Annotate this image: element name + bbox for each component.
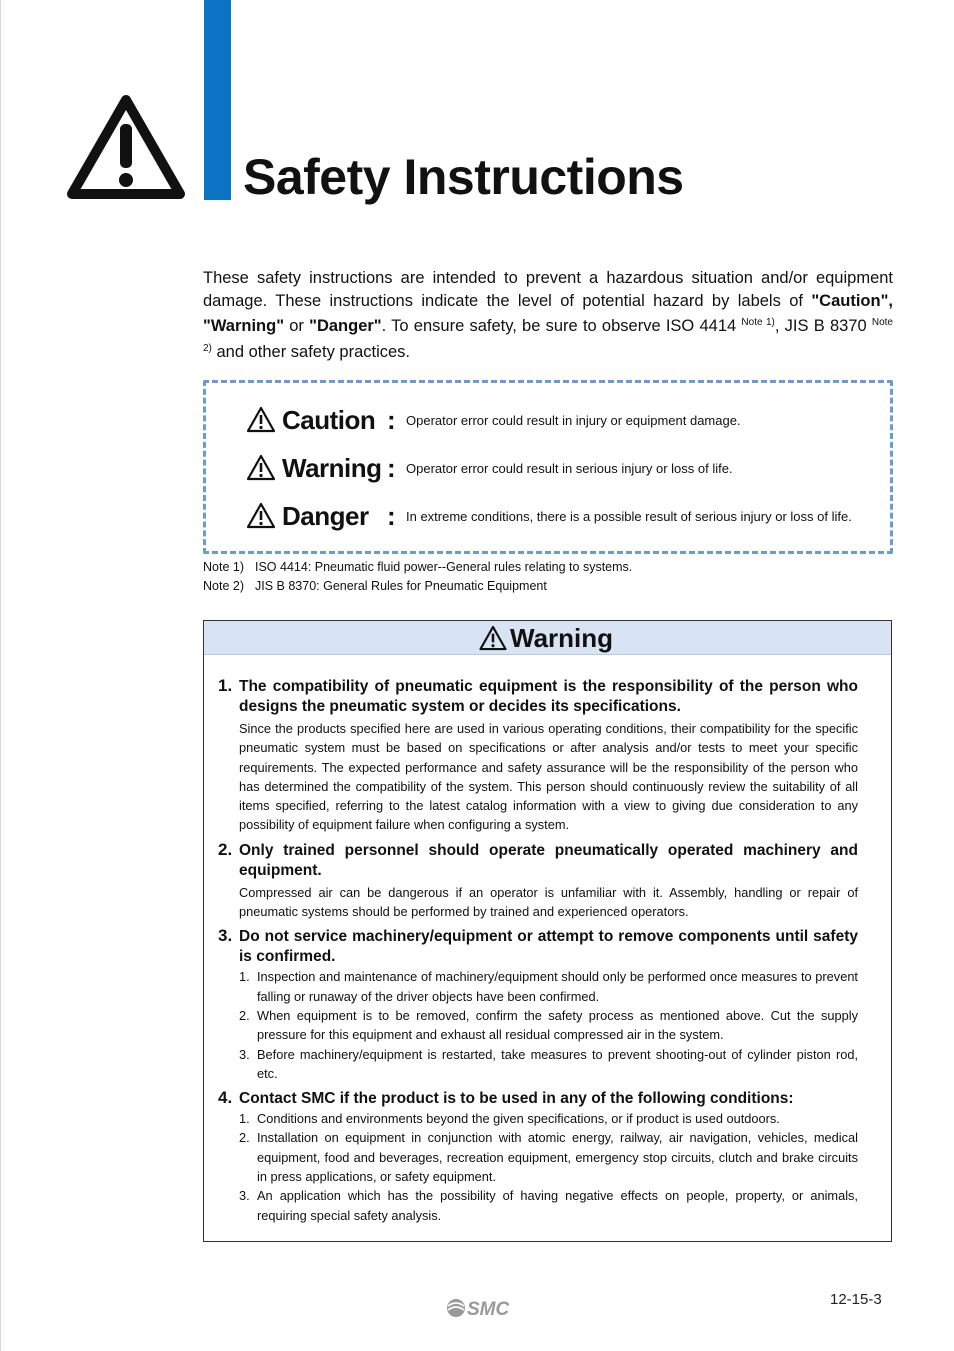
sub-item: 1. Inspection and maintenance of machinery/equipment should only be performed once measures to prevent falling or runaway of the driver objects have been confirmed. (239, 969, 858, 1004)
warning-triangle-icon (246, 406, 276, 433)
level-warning (246, 451, 886, 485)
level-description: Operator error could result in injury or equipment damage. (406, 413, 741, 428)
warning-items (218, 676, 858, 1230)
footnotes (203, 558, 632, 596)
sub-item: 3. An application which has the possibility of having negative effects on people, property, or animals, requiring special safety analysis. (239, 1188, 858, 1223)
page-edge (0, 0, 1, 1351)
warning-header (204, 621, 891, 655)
warning-heading: Warning (510, 623, 614, 653)
smc-logo-icon (445, 1296, 513, 1320)
hazard-levels-box (203, 380, 893, 554)
warning-item-3 (218, 926, 858, 1083)
warning-triangle-icon (64, 92, 188, 202)
item-title: 3. Do not service machinery/equipment or attempt to remove components until safety is confirmed. (218, 926, 858, 966)
warning-triangle-icon (246, 502, 276, 529)
danger-label: "Danger" (309, 317, 382, 336)
sub-item: 3. Before machinery/equipment is restarted, take measures to prevent shooting-out of cylinder piston rod, etc. (239, 1046, 858, 1081)
warning-label: "Warning" (203, 317, 285, 336)
sub-item: 2. When equipment is to be removed, confirm the safety process as mentioned above. Cut the supply pressure for this equipment and exhaust all residual compressed air in the system. (239, 1007, 858, 1043)
footnote-2: Note 2) JIS B 8370: General Rules for Pneumatic Equipment (203, 579, 547, 593)
footnote-1: Note 1) ISO 4414: Pneumatic fluid power--General rules relating to systems. (203, 560, 633, 574)
intro-paragraph: These safety instructions are intended to prevent a hazardous situation and/or equipment damage. These instructions indicate the level of potential hazard by labels of "Caution", "Warning" or "Danger". To ensure safety, be sure to observe ISO 4414 $^{Note 1)}$, JIS B 8370 $^{Note 2)}$ and other safety practices. (203, 269, 893, 361)
level-description: Operator error could result in serious injury or loss of life. (406, 461, 733, 476)
warning-item-4 (218, 1088, 858, 1225)
level-colon: : (387, 501, 396, 531)
level-name: Warning (282, 453, 382, 483)
level-caution (246, 403, 886, 437)
page-number: 12-15-3 (830, 1291, 882, 1308)
level-danger (246, 499, 886, 533)
warning-item-1 (218, 676, 858, 835)
page-title: Safety Instructions (243, 149, 684, 205)
warning-section (203, 620, 892, 1242)
smc-logo-text: SMC (467, 1299, 510, 1320)
level-name: Danger (282, 501, 369, 531)
item-title: 2. Only trained personnel should operate pneumatically operated machinery and equipment. (218, 839, 858, 879)
item-title: 1. The compatibility of pneumatic equipment is the responsibility of the person who designs the pneumatic system or decides its specifications. (218, 676, 858, 715)
warning-item-2 (218, 840, 858, 922)
item-body: Compressed air can be dangerous if an operator is unfamiliar with it. Assembly, handling or repair of pneumatic systems should be performed by trained and experienced operators. (239, 884, 858, 920)
warning-triangle-icon (478, 625, 508, 651)
accent-bar (204, 0, 231, 200)
caution-label: "Caution", (811, 291, 893, 310)
item-title: 4. Contact SMC if the product is to be used in any of the following conditions: (218, 1088, 794, 1108)
level-colon: : (387, 405, 396, 435)
item-body: Since the products specified here are used in various operating conditions, their compatibility for the specific pneumatic system must be based on specifications or after analysis and/or tests to meet your specific requirements. The expected performance and safety assurance will be the responsibility of the person who has determined the compatibility of the system. This person should continuously review the suitability of all items specified, referring to the latest catalog information with a view to giving due consideration to any possibility of equipment failure when configuring a system. (239, 721, 858, 833)
level-colon: : (387, 453, 396, 483)
warning-triangle-icon (246, 454, 276, 481)
sub-item: 1. Conditions and environments beyond the given specifications, or if product is used outdoors. (239, 1111, 780, 1127)
note1-ref: Note 1) (741, 317, 775, 329)
sub-item: 2. Installation on equipment in conjunction with atomic energy, railway, air navigation, vehicles, medical equipment, food and beverages, recreation equipment, emergency stop circuits, clutch and brake circuits in press applications, or safety equipment. (239, 1130, 858, 1185)
level-description: In extreme conditions, there is a possible result of serious injury or loss of life. (406, 509, 852, 524)
level-name: Caution (282, 405, 376, 435)
note2-ref: Note 2) (203, 317, 893, 354)
